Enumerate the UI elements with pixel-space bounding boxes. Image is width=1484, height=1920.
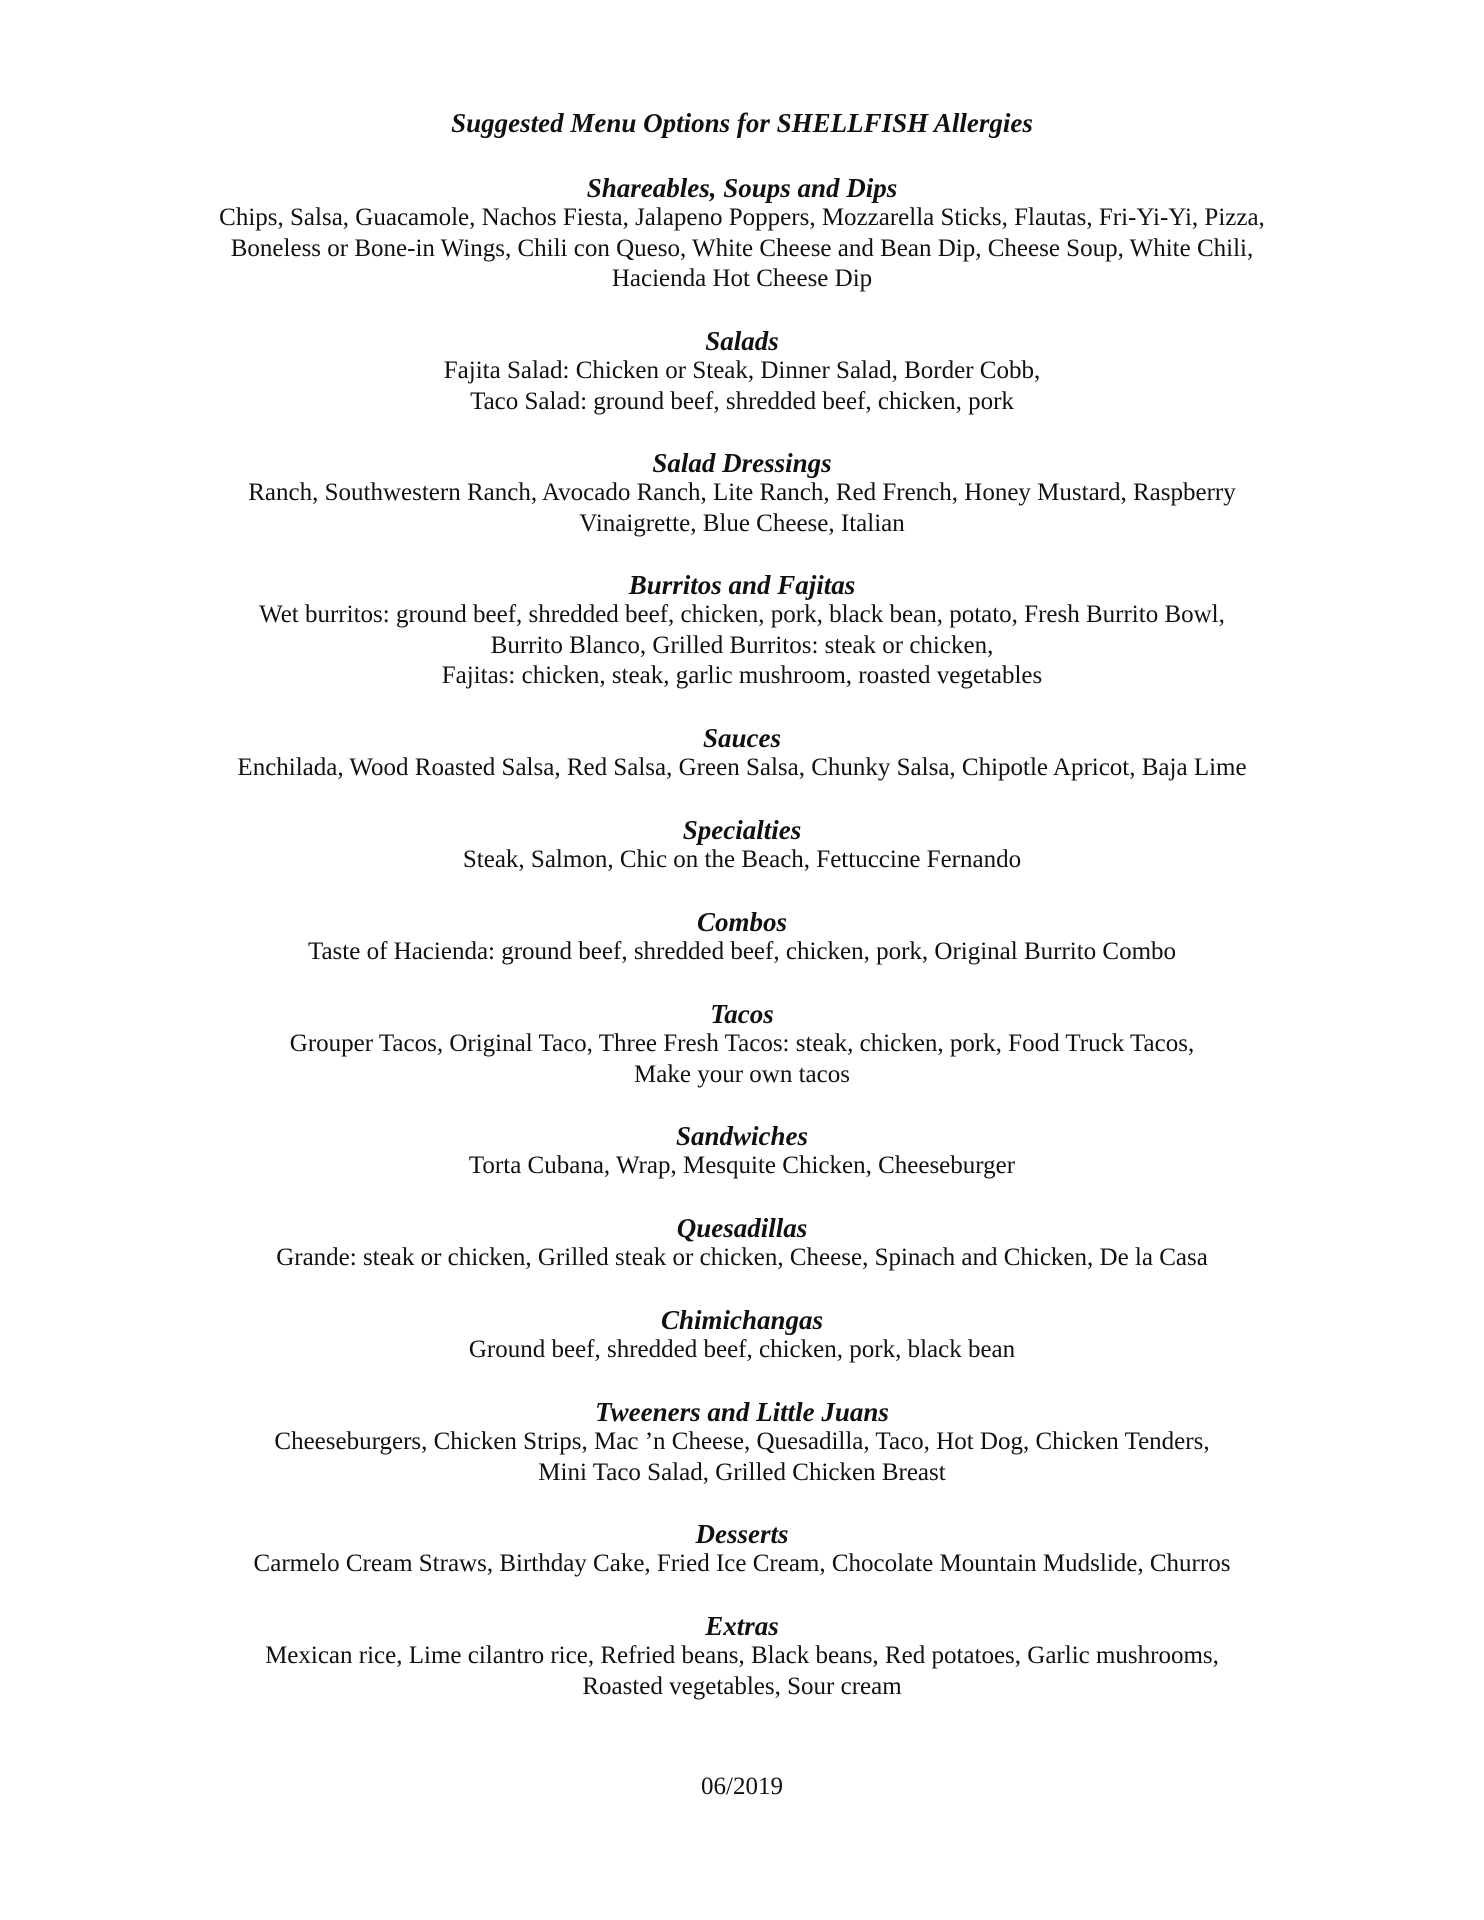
section-heading: Shareables, Soups and Dips — [586, 173, 898, 203]
section-heading: Combos — [696, 907, 788, 937]
section-line: Ground beef, shredded beef, chicken, pork, black bean — [468, 1336, 1016, 1363]
section-heading: Tacos — [710, 999, 774, 1029]
section-line: Ranch, Southwestern Ranch, Avocado Ranch, Lite Ranch, Red French, Honey Mustard, Raspberry — [248, 479, 1236, 506]
section-shareables — [142, 173, 1342, 295]
section-heading: Desserts — [695, 1519, 789, 1549]
section-combos — [142, 907, 1342, 968]
section-line: Boneless or Bone-in Wings, Chili con Queso, White Cheese and Bean Dip, Cheese Soup, White Chili, — [230, 234, 1254, 262]
section-line: Taco Salad: ground beef, shredded beef, chicken, pork — [470, 387, 1014, 415]
section-heading: Salads — [705, 326, 779, 356]
section-heading: Extras — [705, 1611, 779, 1641]
section-line: Wet burritos: ground beef, shredded beef, chicken, pork, black bean, potato, Fresh Burrito Bowl, — [259, 601, 1225, 628]
section-line: Taste of Hacienda: ground beef, shredded beef, chicken, pork, Original Burrito Combo — [307, 938, 1177, 965]
section-heading: Specialties — [682, 815, 802, 845]
section-heading: Burritos and Fajitas — [628, 570, 856, 600]
section-line: Mini Taco Salad, Grilled Chicken Breast — [538, 1458, 946, 1486]
section-burritos-fajitas — [142, 570, 1342, 692]
section-chimichangas — [142, 1305, 1342, 1366]
section-extras — [142, 1611, 1342, 1702]
section-tweeners-little-juans — [142, 1397, 1342, 1488]
section-heading: Quesadillas — [676, 1213, 808, 1243]
section-line: Fajitas: chicken, steak, garlic mushroom, roasted vegetables — [441, 662, 1043, 689]
section-salads — [142, 326, 1342, 417]
footer-date: 06/2019 — [701, 1773, 783, 1800]
section-line: Enchilada, Wood Roasted Salsa, Red Salsa, Green Salsa, Chunky Salsa, Chipotle Apricot, Baja Lime — [237, 754, 1247, 781]
section-line: Vinaigrette, Blue Cheese, Italian — [579, 509, 905, 537]
section-sauces — [142, 723, 1342, 784]
section-line: Chips, Salsa, Guacamole, Nachos Fiesta, Jalapeno Poppers, Mozzarella Sticks, Flautas, Fri-Yi-Yi, Pizza, — [219, 204, 1265, 231]
section-heading: Tweeners and Little Juans — [595, 1397, 889, 1427]
page-title: Suggested Menu Options for SHELLFISH Allergies — [451, 108, 1033, 138]
section-heading: Sauces — [702, 723, 781, 753]
section-line: Fajita Salad: Chicken or Steak, Dinner Salad, Border Cobb, — [443, 357, 1041, 384]
section-line: Grouper Tacos, Original Taco, Three Fresh Tacos: steak, chicken, pork, Food Truck Tacos, — [289, 1030, 1195, 1057]
section-heading: Salad Dressings — [652, 448, 832, 478]
section-sandwiches — [142, 1121, 1342, 1182]
section-line: Steak, Salmon, Chic on the Beach, Fettuccine Fernando — [462, 846, 1022, 873]
section-desserts — [142, 1519, 1342, 1580]
section-line: Hacienda Hot Cheese Dip — [611, 265, 873, 292]
section-line: Mexican rice, Lime cilantro rice, Refried beans, Black beans, Red potatoes, Garlic mushrooms, — [265, 1642, 1219, 1669]
section-quesadillas — [142, 1213, 1342, 1274]
section-line: Grande: steak or chicken, Grilled steak or chicken, Cheese, Spinach and Chicken, De la Casa — [276, 1244, 1208, 1271]
section-specialties — [142, 815, 1342, 876]
section-line: Carmelo Cream Straws, Birthday Cake, Fried Ice Cream, Chocolate Mountain Mudslide, Churros — [253, 1550, 1231, 1577]
section-line: Roasted vegetables, Sour cream — [582, 1672, 902, 1700]
section-salad-dressings — [142, 448, 1342, 539]
section-line: Make your own tacos — [634, 1060, 850, 1088]
section-line: Torta Cubana, Wrap, Mesquite Chicken, Cheeseburger — [468, 1152, 1016, 1179]
section-line: Burrito Blanco, Grilled Burritos: steak or chicken, — [490, 631, 994, 659]
section-line: Cheeseburgers, Chicken Strips, Mac ’n Cheese, Quesadilla, Taco, Hot Dog, Chicken Tenders, — [274, 1428, 1210, 1455]
section-heading: Chimichangas — [660, 1305, 824, 1335]
section-tacos — [142, 999, 1342, 1090]
section-heading: Sandwiches — [675, 1121, 809, 1151]
